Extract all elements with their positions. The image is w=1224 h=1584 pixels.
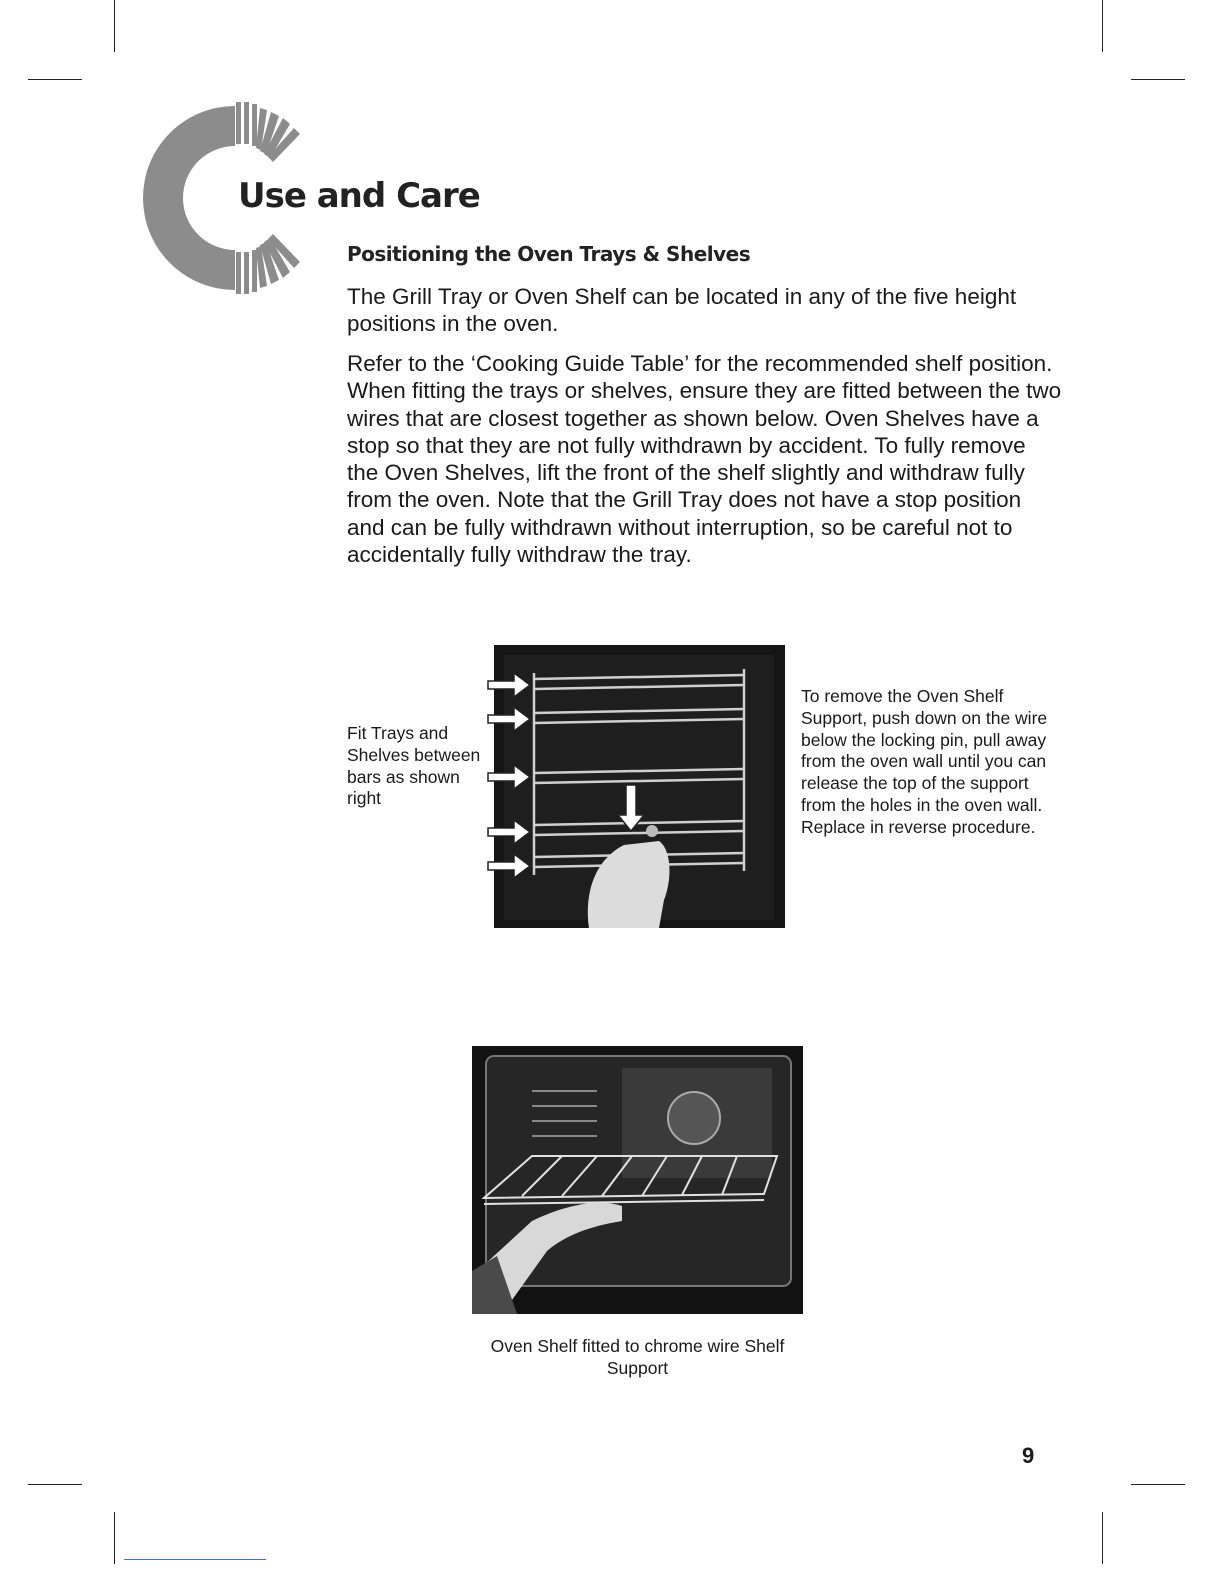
right-arrow-icon <box>488 854 530 878</box>
crop-mark-top-right-vertical <box>1102 0 1103 52</box>
crop-mark-top-left-vertical <box>114 0 115 52</box>
right-arrow-icon <box>488 707 530 731</box>
paragraph-shelf-positions: The Grill Tray or Oven Shelf can be located in any of the five height positions in the oven. <box>347 284 1017 337</box>
footer-rule <box>124 1559 266 1560</box>
right-arrow-icon <box>488 765 530 789</box>
figure-2-caption: Oven Shelf fitted to chrome wire Shelf Support <box>490 1336 785 1378</box>
right-arrow-icon <box>488 820 530 844</box>
right-arrow-icon <box>488 673 530 697</box>
crop-mark-bottom-left-horizontal <box>28 1484 82 1485</box>
subheading: Positioning the Oven Trays & Shelves <box>347 242 751 266</box>
page-number: 9 <box>1022 1443 1035 1468</box>
section-title: Use and Care <box>238 176 480 216</box>
crop-mark-bottom-right-horizontal <box>1131 1484 1185 1485</box>
crop-mark-bottom-right-vertical <box>1102 1512 1103 1564</box>
crop-mark-top-right-horizontal <box>1131 79 1185 80</box>
figure-1-caption-left: Fit Trays and Shelves between bars as shown right <box>347 723 481 809</box>
crop-mark-bottom-left-vertical <box>114 1512 115 1564</box>
shelf-position-arrows <box>486 660 546 890</box>
oven-shelf-photo <box>472 1046 803 1314</box>
crop-mark-top-left-horizontal <box>28 79 82 80</box>
paragraph-fitting-instructions: Refer to the ‘Cooking Guide Table’ for the recommended shelf position. When fitting the trays or shelves, ensure they are fitted between the two wires that are closest together as shown below. Oven Shelves have a stop so that they are not fully withdrawn by accident. To fully remove the Oven Shelves, lift the front of the shelf slightly and withdraw fully from the oven. Note that the Grill Tray does not have a stop position and can be fully withdrawn without interruption, so be careful not to accidentally fully withdraw the tray. <box>347 351 1062 568</box>
figure-1-caption-right: To remove the Oven Shelf Support, push down on the wire below the locking pin, pull away from the oven wall until you can release the top of the support from the holes in the oven wall. Replace in reverse procedure. <box>801 686 1048 837</box>
